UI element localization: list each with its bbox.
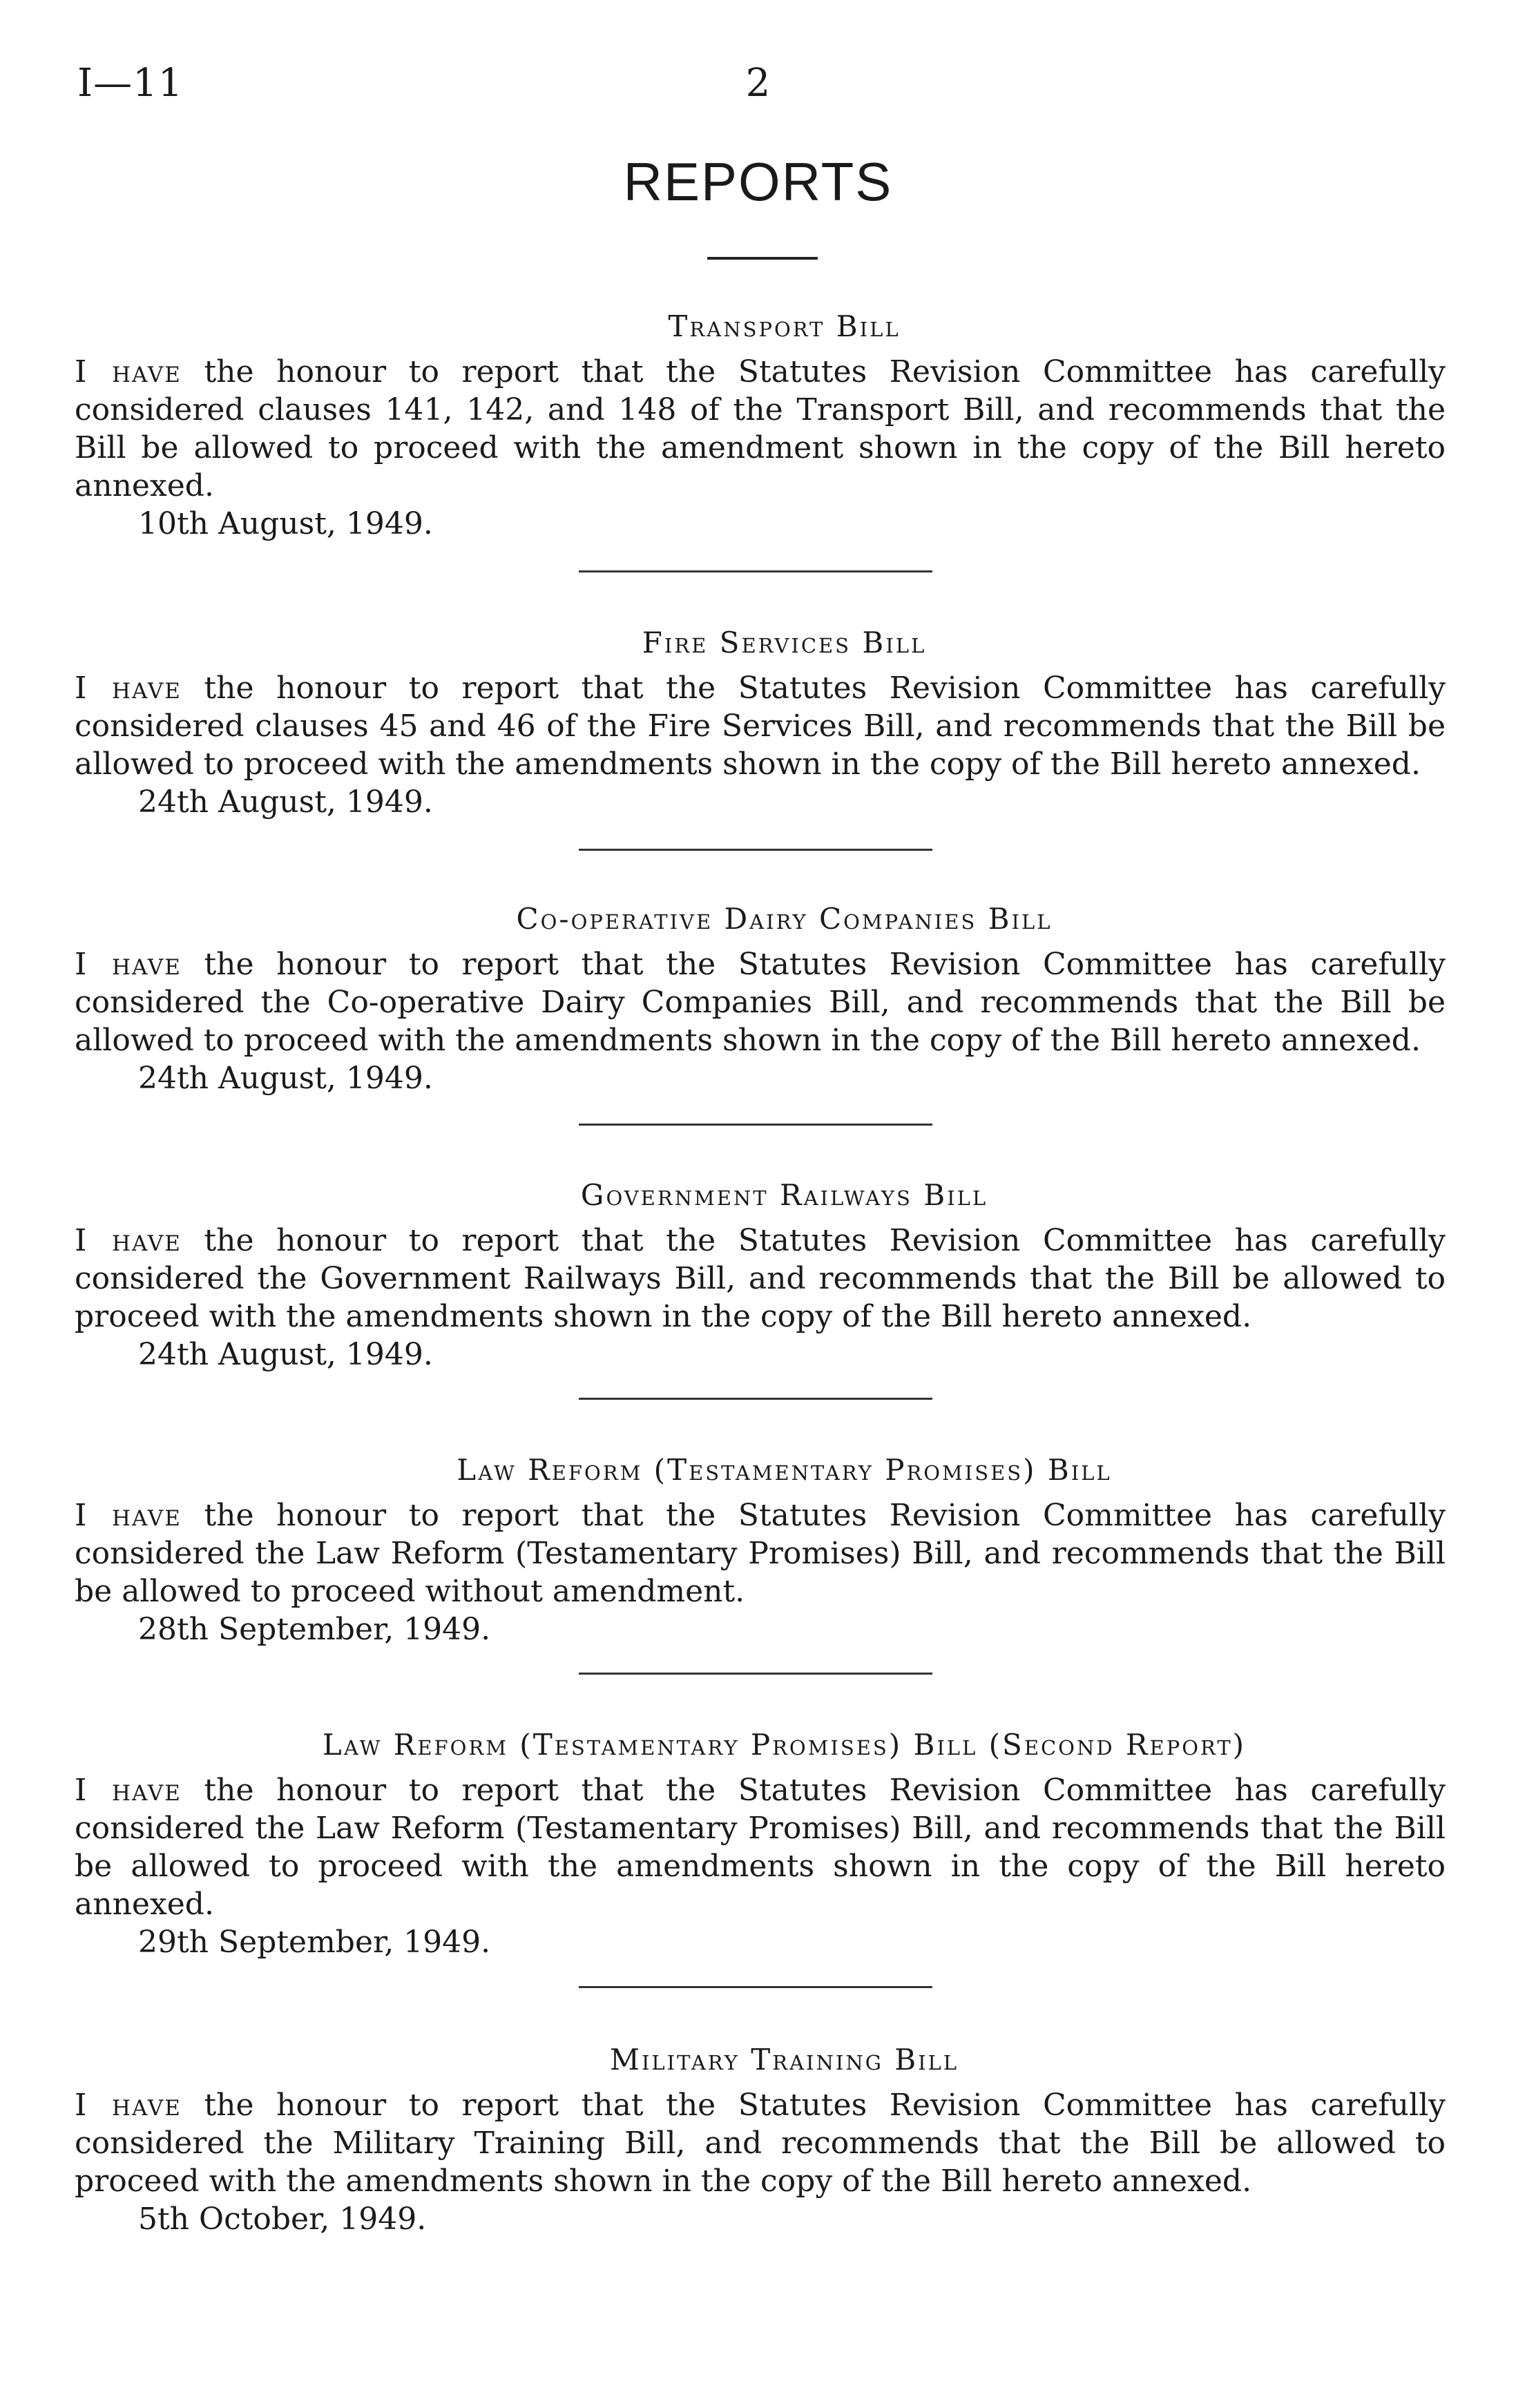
report-title: Law Reform (Testamentary Promises) Bill (Second Report) (322, 1728, 1247, 1762)
report-title: Law Reform (Testamentary Promises) Bill (457, 1453, 1112, 1487)
report-date: 5th October, 1949. (138, 2202, 427, 2237)
report-lead: I have (75, 2088, 182, 2123)
paper-reference: I—11 (77, 61, 184, 106)
report-date: 28th September, 1949. (138, 1612, 491, 1647)
report-lead: I have (75, 1498, 182, 1533)
report-title: Co-operative Dairy Companies Bill (516, 902, 1053, 936)
report-body (75, 2086, 1446, 2200)
report-body (75, 1771, 1446, 1923)
report-co-operative-dairy-companies-bill (75, 902, 1446, 1097)
report-body (75, 669, 1446, 783)
report-text: the honour to report that the Statutes Revision Committee has carefully considered the Law Reform (Testamentary Promises) Bill, and recommends that the Bill be allowed to proceed with the amendments shown in the copy of the Bill hereto annexed. (75, 1773, 1446, 1922)
report-body (75, 1496, 1446, 1610)
report-lead: I have (75, 947, 182, 982)
report-title: Government Railways Bill (580, 1178, 988, 1212)
report-title: Military Training Bill (609, 2043, 959, 2077)
report-lead: I have (75, 671, 182, 706)
report-date: 24th August, 1949. (138, 1337, 433, 1372)
report-lead: I have (75, 354, 182, 389)
report-transport-bill (75, 309, 1446, 543)
report-text: the honour to report that the Statutes Revision Committee has carefully considered the Law Reform (Testamentary Promises) Bill, and recommends that the Bill be allowed to proceed without amendment. (75, 1498, 1446, 1609)
report-text: the honour to report that the Statutes Revision Committee has carefully considered the Military Training Bill, and recommends that the Bill be allowed to proceed with the amendments shown in the copy of the Bill hereto annexed. (75, 2088, 1446, 2199)
report-text: the honour to report that the Statutes Revision Committee has carefully considered the Co-operative Dairy Companies Bill, and recommends that the Bill be allowed to proceed with the amendments shown in the copy of the Bill hereto annexed. (75, 947, 1446, 1058)
title-divider (707, 257, 818, 260)
page-title: REPORTS (623, 151, 893, 212)
report-body (75, 353, 1446, 505)
report-lead: I have (75, 1223, 182, 1258)
report-body (75, 945, 1446, 1059)
report-body (75, 1222, 1446, 1336)
report-date: 24th August, 1949. (138, 1061, 433, 1096)
report-lead: I have (75, 1773, 182, 1808)
section-divider (579, 849, 932, 851)
section-divider (579, 1673, 932, 1675)
report-fire-services-bill (75, 626, 1446, 821)
report-government-railways-bill (75, 1178, 1446, 1374)
section-divider (579, 570, 932, 572)
report-law-reform-second-report (75, 1728, 1446, 1961)
report-date: 29th September, 1949. (138, 1925, 491, 1960)
report-title: Fire Services Bill (642, 626, 927, 659)
report-military-training-bill (75, 2043, 1446, 2238)
report-date: 24th August, 1949. (138, 784, 433, 820)
report-law-reform-testamentary-promises-bill (75, 1453, 1446, 1648)
report-text: the honour to report that the Statutes Revision Committee has carefully considered clauses 141, 142, and 148 of the Transport Bill, and recommends that the Bill be allowed to proceed with the amendment shown in the copy of the Bill hereto annexed. (75, 354, 1446, 503)
section-divider (579, 1398, 932, 1400)
report-date: 10th August, 1949. (138, 506, 433, 541)
report-text: the honour to report that the Statutes Revision Committee has carefully considered the Government Railways Bill, and recommends that the Bill be allowed to proceed with the amendments shown in the copy of the Bill hereto annexed. (75, 1223, 1446, 1334)
report-text: the honour to report that the Statutes Revision Committee has carefully considered clauses 45 and 46 of the Fire Services Bill, and recommends that the Bill be allowed to proceed with the amendments shown in the copy of the Bill hereto annexed. (75, 671, 1446, 782)
report-title: Transport Bill (668, 309, 901, 343)
section-divider (579, 1124, 932, 1126)
page-number: 2 (745, 61, 771, 106)
section-divider (579, 1986, 932, 1988)
